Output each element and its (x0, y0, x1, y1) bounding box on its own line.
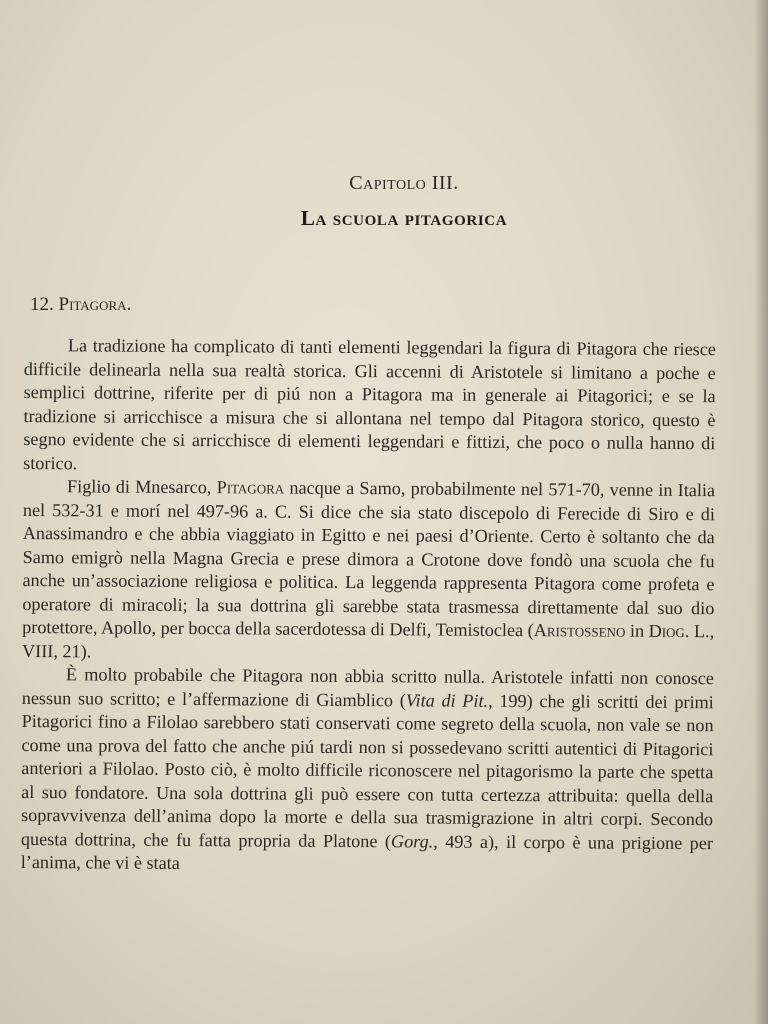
paragraph-3 (21, 663, 714, 879)
body-text (21, 334, 716, 879)
section-heading (30, 294, 131, 316)
p2-text-d: L., VIII, 21). (22, 621, 715, 661)
p3-ref-gorg: Gorg. (390, 830, 434, 852)
p3-ref-vita-di-pit: Vita di Pit. (405, 689, 489, 711)
p3-text-b: , 199) che gli scritti dei primi Pitagorici fino a Filolao sarebbero stati conservati come segreto della scuola, non vale se non come una prova del fatto che anche piú tardi non si possedevano scritti autentici di Pitagorici anteriori a Filolao. Posto ciò, è molto difficile riconoscere nel pitagorismo la parte che spetta al suo fondatore. Una sola dottrina gli può essere con tutta certezza attribuita: quella della sopravvivenza dell’anima dopo la morte e della sua trasmigrazione in altri corpi. Secondo questa dottrina, che fu fatta propria da Platone ( (20, 690, 714, 851)
paragraph-2 (22, 475, 715, 667)
page-edge-shadow (754, 0, 768, 1024)
p2-ref-source: Diog. (648, 620, 690, 642)
p2-name-pitagora: Pitagora (216, 477, 285, 498)
p3-text-c: , 493 a), il corpo è una prigione per l’anima, che vi è stata (20, 831, 713, 873)
chapter-title: La scuola pitagorica (300, 206, 508, 230)
p2-text-a: Figlio di Mnesarco, (67, 476, 217, 498)
p2-text-c: in (625, 620, 649, 641)
p3-text-a: È molto probabile che Pitagora non abbia scritto nulla. Aristotele infatti non conosce nessun suo scritto; e l’affermazione di Giamblico ( (21, 664, 714, 710)
paragraph-1: La tradizione ha complicato di tanti elementi leggendari la figura di Pitagora che riesce difficile delinearla nella sua realtà storica. Gli accenni di Aristotele si limitano a poche e semplici dottrine, riferite per di piú non a Pitagora ma in generale ai Pitagorici; e se la tradizione si arricchisce a misura che si allontana nel tempo dal Pitagora storico, questo è segno evidente che si arricchisce di elementi leggendari e fittizi, che poco o nulla hanno di storico. (23, 335, 716, 473)
section-title: Pitagora. (58, 294, 132, 315)
p2-ref-author: Aristosseno (533, 620, 626, 641)
section-number: 12. (30, 294, 54, 315)
chapter-label: Capitolo III. (349, 172, 459, 194)
p2-text-b: nacque a Samo, probabilmente nel 571-70, venne in Italia nel 532-31 e morí nel 497-96 a. C. Si dice che sia stato discepolo di Ferecide di Siro e di Anassimandro e che abbia viaggiato in Egitto e nei paesi d’Oriente. Certo è soltanto che da Samo emigrò nella Magna Grecia e prese dimora a Crotone dove fondò una scuola che fu anche un’associazione religiosa e politica. La leggenda rappresenta Pitagora come profeta e operatore di miracoli; la sua dottrina gli sarebbe stata trasmessa direttamente dal suo dio protettore, Apollo, per bocca della sacerdotessa di Delfi, Temistoclea ( (22, 477, 716, 641)
